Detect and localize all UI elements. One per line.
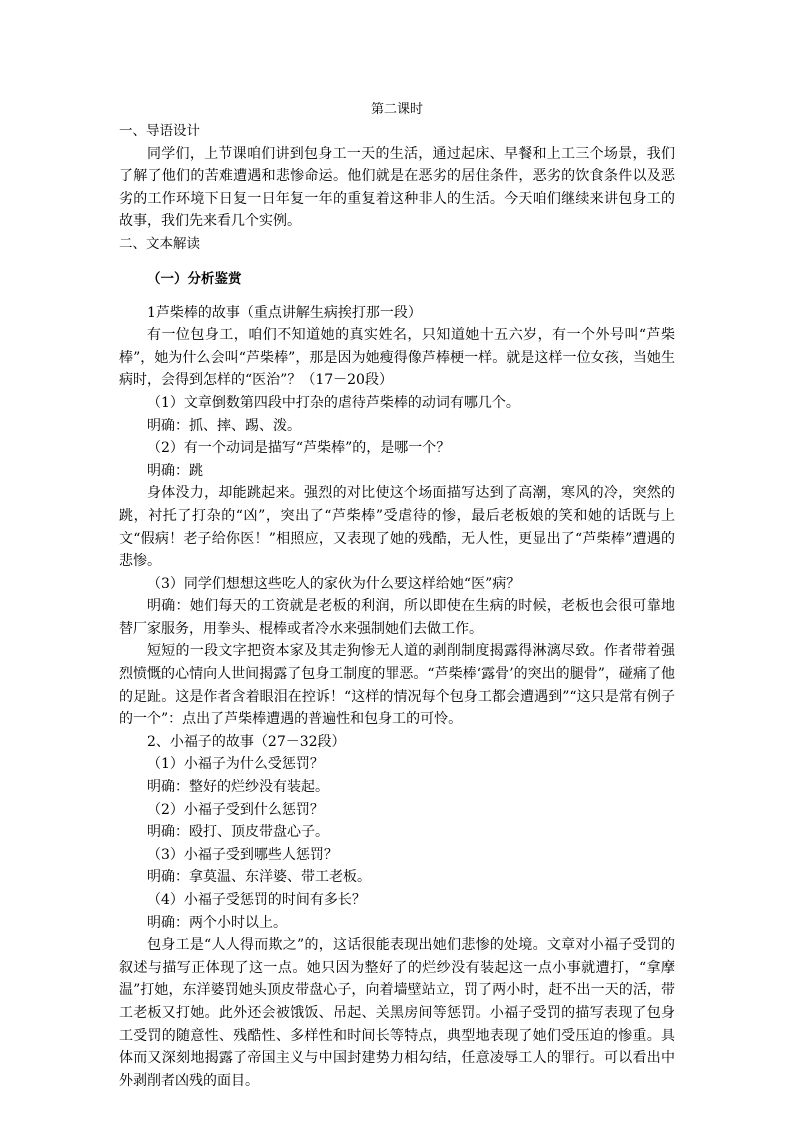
- question-2: （2）有一个动词是描写“芦柴棒”的，是哪一个？: [147, 440, 451, 457]
- analysis-paragraph-1: 身体没力，却能跳起来。强烈的对比使这个场面描写达到了高潮，寒风的冷，突然的跳，衬托了打杂的“凶”，突出了“芦柴棒”受虐待的惨，最后老板娘的笑和她的话既与上文“假病！老子给你医！”相照应，又表现了她的残酷，无人性，更显出了“芦柴棒”遭遇的悲惨。: [119, 485, 675, 570]
- question-4: （1）小福子为什么受惩罚？: [147, 756, 324, 773]
- story-heading-luchaibang: 1芦柴棒的故事（重点讲解生病挨打那一段）: [147, 304, 422, 321]
- answer-6: 明确：拿莫温、东洋婆、带工老板。: [147, 869, 371, 886]
- question-1: （1）文章倒数第四段中打杂的虐待芦柴棒的动词有哪几个。: [147, 394, 520, 411]
- question-5: （2）小福子受到什么惩罚？: [147, 801, 324, 818]
- spacer: [119, 256, 675, 268]
- page-title: 第二课时: [370, 102, 423, 117]
- analysis-paragraph-2: 短短的一段文字把资本家及其走狗惨无人道的剥削制度揭露得淋漓尽致。作者带着强烈愤慨的心情向人世间揭露了包身工制度的罪恶。“芦柴棒‘露骨’的突出的腿骨”，碰痛了他的足趾。这是作者含着眼泪在控诉！“这样的情况每个包身工都会遭遇到”“这只是常有例子的一个”：点出了芦柴棒遭遇的普遍性和包身工的可怜。: [119, 643, 675, 728]
- section-heading-intro: 一、导语设计: [119, 123, 200, 139]
- answer-7: 明确：两个小时以上。: [147, 914, 287, 931]
- sub-heading-analysis: （一）分析鉴赏: [147, 270, 242, 287]
- spacer: [119, 290, 675, 302]
- story-heading-xiaofuzi: 2、小福子的故事（27－32段）: [147, 733, 346, 750]
- answer-5: 明确：殴打、顶皮带盘心子。: [147, 824, 329, 841]
- document-page: [119, 100, 675, 1092]
- answer-1: 明确：抓、摔、踢、泼。: [147, 417, 301, 434]
- answer-4: 明确：整好的烂纱没有装起。: [147, 779, 329, 796]
- analysis-paragraph-3: 包身工是“人人得而欺之”的，这话很能表现出她们悲惨的处境。文章对小福子受罚的叙述与描写正体现了这一点。她只因为整好了的烂纱没有装起这一点小事就遭打，“拿摩温”打她，东洋婆罚她头顶皮带盘心子，向着墙壁站立，罚了两小时，赶不出一天的活，带工老板又打她。此外还会被饿饭、吊起、关黑房间等惩罚。小福子受罚的描写表现了包身工受罚的随意性、残酷性、多样性和时间长等特点，典型地表现了她们受压迫的惨重。具体而又深刻地揭露了帝国主义与中国封建势力相勾结，任意凌辱工人的罪行。可以看出中外剥削者凶残的面目。: [119, 937, 675, 1089]
- question-3: （3）同学们想想这些吃人的家伙为什么要这样给她“医”病？: [147, 575, 521, 592]
- answer-2: 明确：跳: [147, 462, 203, 479]
- question-6: （3）小福子受到哪些人惩罚？: [147, 846, 338, 863]
- section-heading-text-analysis: 二、文本解读: [119, 235, 200, 252]
- question-7: （4）小福子受惩罚的时间有多长？: [147, 892, 366, 908]
- intro-paragraph: 同学们，上节课咱们讲到包身工一天的生活，通过起床、早餐和上工三个场景，我们了解了他们的苦难遭遇和悲惨命运。他们就是在恶劣的居住条件，恶劣的饮食条件以及恶劣的工作环境下日复一日年复一年的重复着这种非人的生活。今天咱们继续来讲包身工的故事，我们先来看几个实例。: [119, 145, 675, 230]
- story1-paragraph: 有一位包身工，咱们不知道她的真实姓名，只知道她十五六岁，有一个外号叫“芦柴棒”，她为什么会叫“芦柴棒”，那是因为她瘦得像芦棒梗一样。就是这样一位女孩，当她生病时，会得到怎样的“医治”？（17－20段）: [119, 327, 675, 389]
- answer-3: 明确：她们每天的工资就是老板的利润，所以即使在生病的时候，老板也会很可靠地替厂家服务，用拳头、棍棒或者冷水来强制她们去做工作。: [119, 598, 675, 637]
